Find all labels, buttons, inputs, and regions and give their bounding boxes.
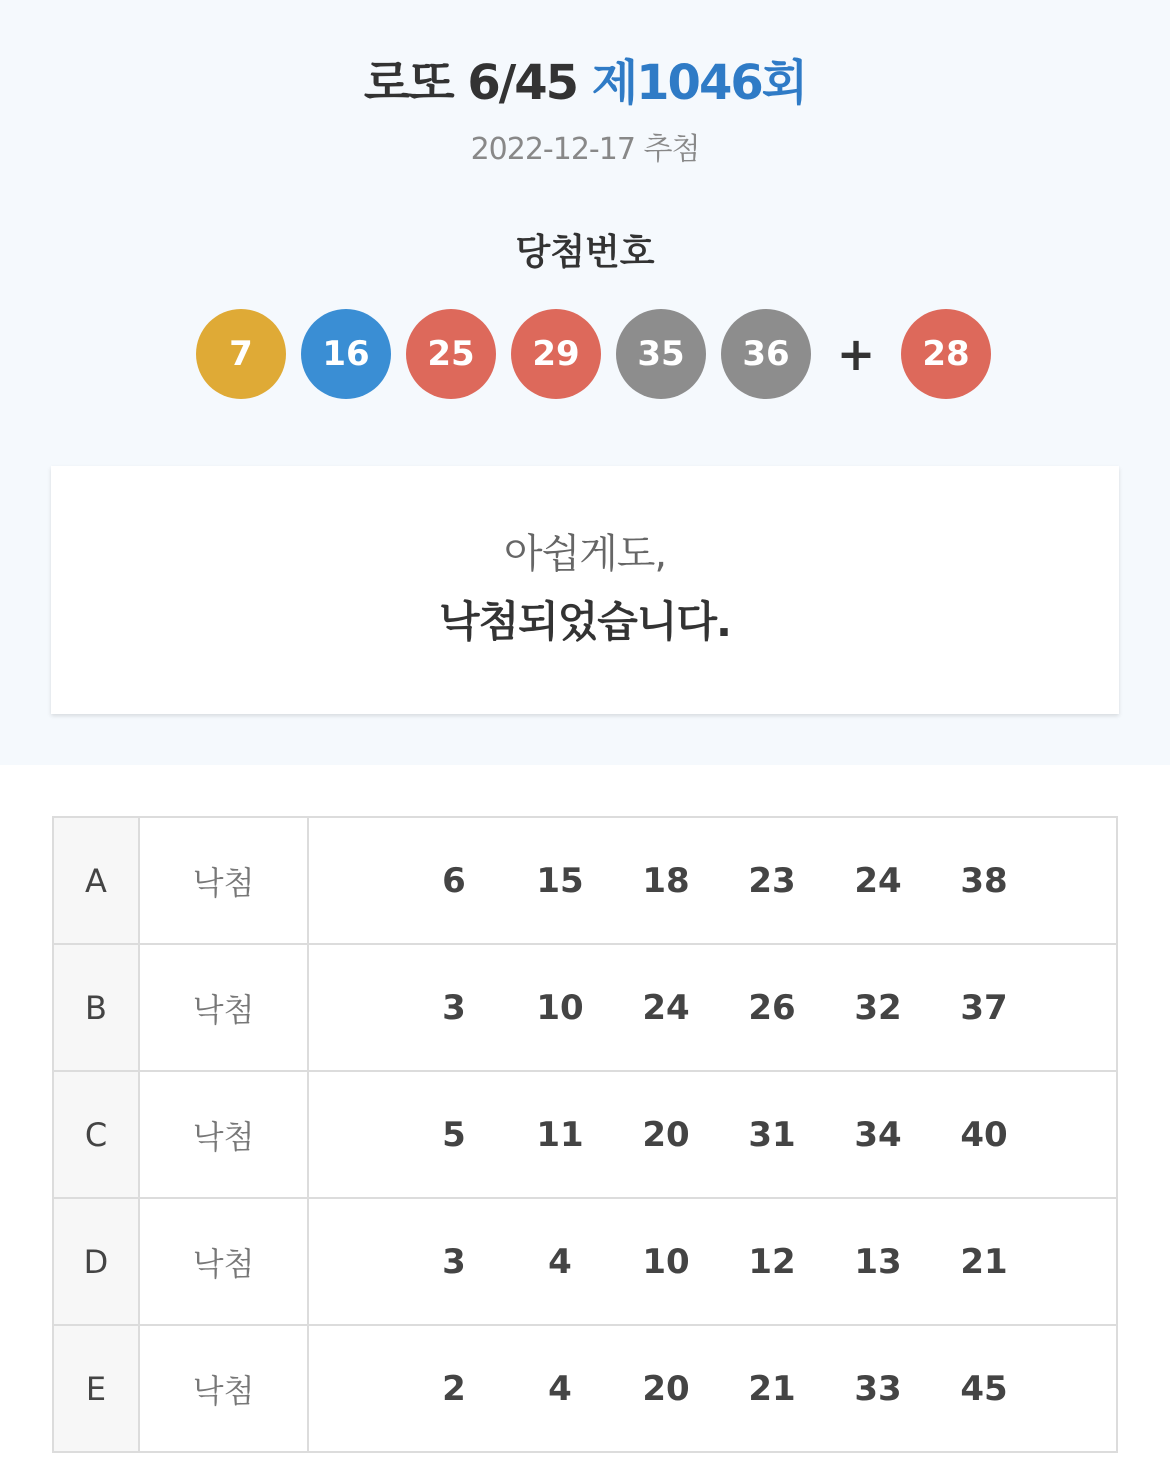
game-number: 20: [642, 1114, 690, 1155]
winning-ball: 25: [406, 309, 496, 399]
game-row: [53, 1198, 1117, 1325]
page-title: [0, 48, 1170, 118]
game-result: 낙첨: [139, 944, 308, 1071]
game-number: 20: [642, 1368, 690, 1409]
winning-ball: 7: [196, 309, 286, 399]
game-slot-label: D: [53, 1198, 139, 1325]
game-number: 3: [442, 987, 466, 1028]
plus-sign: +: [836, 327, 876, 381]
round-number: 제1046회: [591, 55, 807, 111]
game-number: 34: [854, 1114, 902, 1155]
game-number: 3: [442, 1241, 466, 1282]
game-number: 6: [442, 860, 466, 901]
game-row: [53, 817, 1117, 944]
game-row: [53, 944, 1117, 1071]
game-number: 4: [548, 1368, 572, 1409]
game-number: 10: [642, 1241, 690, 1282]
winning-ball: 16: [301, 309, 391, 399]
game-number: 23: [748, 860, 796, 901]
game-number: 4: [548, 1241, 572, 1282]
game-row: [53, 1071, 1117, 1198]
game-number: 12: [748, 1241, 796, 1282]
game-number: 37: [960, 987, 1008, 1028]
game-number: 11: [536, 1114, 584, 1155]
winning-ball: 29: [511, 309, 601, 399]
game-numbers: [308, 1071, 1117, 1198]
game-number: 32: [854, 987, 902, 1028]
result-message-line2: 낙첨되었습니다.: [439, 597, 731, 646]
title-prefix: 로또 6/45: [363, 55, 578, 111]
draw-date: 2022-12-17 추첨: [470, 132, 700, 167]
game-number: 24: [642, 987, 690, 1028]
game-number: 18: [642, 860, 690, 901]
game-number: 13: [854, 1241, 902, 1282]
game-number: 21: [960, 1241, 1008, 1282]
game-result: 낙첨: [139, 817, 308, 944]
result-message-card: [51, 466, 1119, 714]
game-numbers: [308, 1198, 1117, 1325]
winning-numbers-label: 당첨번호: [515, 232, 655, 273]
game-result: 낙첨: [139, 1325, 308, 1452]
game-numbers: [308, 944, 1117, 1071]
game-numbers: [308, 1325, 1117, 1452]
winning-ball: 35: [616, 309, 706, 399]
game-number: 38: [960, 860, 1008, 901]
game-result: 낙첨: [139, 1198, 308, 1325]
game-row: [53, 1325, 1117, 1452]
game-result: 낙첨: [139, 1071, 308, 1198]
winning-ball: 36: [721, 309, 811, 399]
game-number: 40: [960, 1114, 1008, 1155]
game-number: 45: [960, 1368, 1008, 1409]
game-number: 26: [748, 987, 796, 1028]
game-slot-label: A: [53, 817, 139, 944]
game-number: 21: [748, 1368, 796, 1409]
game-slot-label: E: [53, 1325, 139, 1452]
game-number: 31: [748, 1114, 796, 1155]
game-slot-label: C: [53, 1071, 139, 1198]
result-message-line1: 아쉽게도,: [503, 531, 667, 577]
game-number: 5: [442, 1114, 466, 1155]
winning-numbers: [196, 309, 1006, 399]
purchased-games-table: [52, 816, 1118, 1453]
bonus-ball: 28: [901, 309, 991, 399]
game-number: 10: [536, 987, 584, 1028]
game-slot-label: B: [53, 944, 139, 1071]
game-number: 2: [442, 1368, 466, 1409]
game-number: 33: [854, 1368, 902, 1409]
game-number: 24: [854, 860, 902, 901]
game-numbers: [308, 817, 1117, 944]
game-number: 15: [536, 860, 584, 901]
